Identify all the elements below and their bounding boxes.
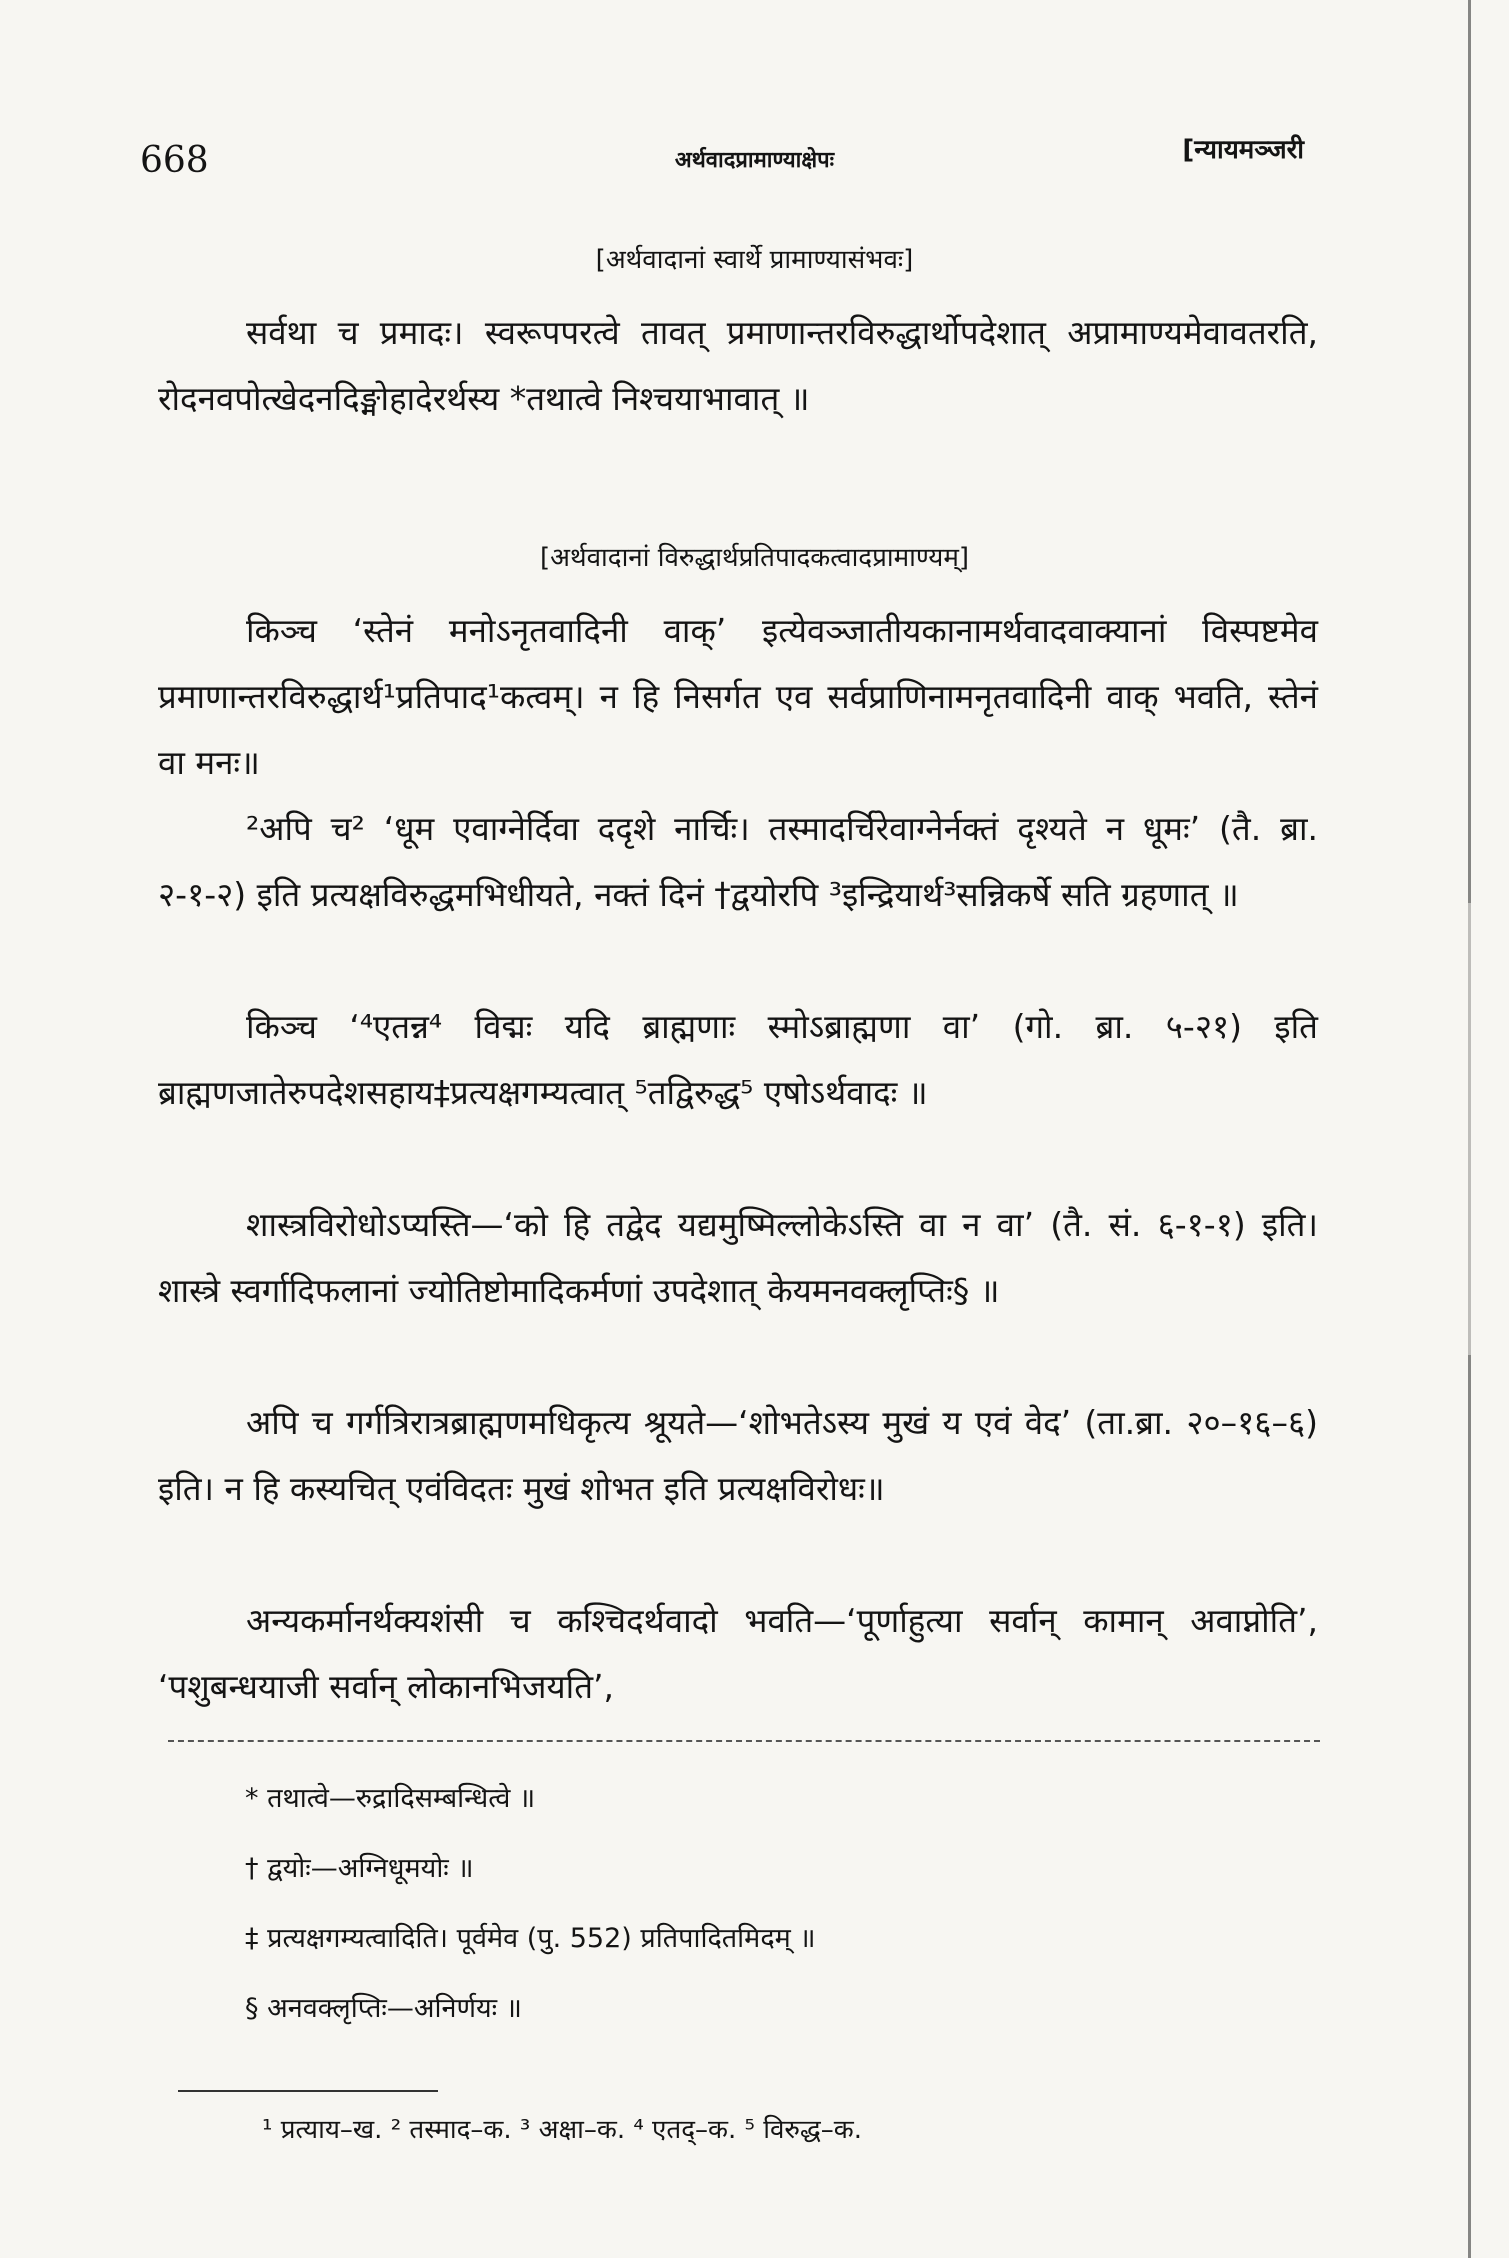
page-header bbox=[0, 130, 1509, 190]
paragraph-1: सर्वथा च प्रमादः। स्वरूपपरत्वे तावत् प्रमाणान्तरविरुद्धार्थोपदेशात् अप्रामाण्यमेवावतरति, रोदनवपोत्खेदनदिङ्मोहादेरर्थस्य *तथात्वे निश्चयाभावात् ॥ bbox=[158, 313, 1318, 418]
book-title: [न्यायमञ्जरी bbox=[1182, 135, 1304, 165]
paragraph-5: शास्त्रविरोधोऽप्यस्ति—‘को हि तद्वेद यद्यमुष्मिल्लोकेऽस्ति वा न वा’ (तै. सं. ६-१-१) इति। शास्त्रे स्वर्गादिफलानां ज्योतिष्टोमादिकर्मणां उपदेशात् केयमनवक्लृप्तिः§ ॥ bbox=[158, 1205, 1318, 1310]
paragraph-4: किञ्च ‘⁴एतन्न⁴ विद्मः यदि ब्राह्मणाः स्मोऽब्राह्मणा वा’ (गो. ब्रा. ५-२१) इति ब्राह्मणजातेरुपदेशसहाय‡प्रत्यक्षगम्यत्वात् ⁵तद्विरुद्ध⁵ एषोऽर्थवादः ॥ bbox=[158, 1007, 1318, 1112]
variant-readings: ¹ प्रत्याय–ख. ² तस्माद–क. ³ अक्षा–क. ⁴ एतद्–क. ⁵ विरुद्ध–क. bbox=[262, 2115, 862, 2145]
variants-divider bbox=[178, 2090, 438, 2092]
running-title: अर्थवादप्रामाण्याक्षेपः bbox=[674, 148, 835, 173]
paragraph-7: अन्यकर्मानर्थक्यशंसी च कश्चिदर्थवादो भवति—‘पूर्णाहुत्या सर्वान् कामान् अवाप्नोति’, ‘पशुबन्धयाजी सर्वान् लोकानभिजयति’, bbox=[158, 1601, 1318, 1706]
scan-edge-line bbox=[1468, 0, 1471, 2258]
paragraph-6: अपि च गर्गत्रिरात्रब्राह्मणमधिकृत्य श्रूयते—‘शोभतेऽस्य मुखं य एवं वेद’ (ता.ब्रा. २०–१६–६) इति। न हि कस्यचित् एवंविदतः मुखं शोभत इति प्रत्यक्षविरोधः॥ bbox=[158, 1403, 1318, 1508]
footnote-divider bbox=[168, 1740, 1320, 1742]
paragraph-3: ²अपि च² ‘धूम एवाग्नेर्दिवा ददृशे नार्चिः। तस्मादर्चिरेवाग्नेर्नक्तं दृश्यते न धूमः’ (तै. ब्रा. २-१-२) इति प्रत्यक्षविरुद्धमभिधीयते, नक्तं दिनं †द्वयोरपि ³इन्द्रियार्थ³सन्निकर्षे सति ग्रहणात् ॥ bbox=[158, 809, 1318, 914]
section-heading-1: [अर्थवादानां स्वार्थे प्रामाण्यासंभवः] bbox=[595, 245, 914, 275]
page-number: 668 bbox=[140, 140, 209, 181]
section-heading-2: [अर्थवादानां विरुद्धार्थप्रतिपादकत्वादप्रामाण्यम्] bbox=[539, 543, 970, 573]
footnote-4: § अनवक्लृप्तिः—अनिर्णयः ॥ bbox=[245, 1993, 522, 2024]
paragraph-2: किञ्च ‘स्तेनं मनोऽनृतवादिनी वाक्’ इत्येवञ्जातीयकानामर्थवादवाक्यानां विस्पष्टमेव प्रमाणान्तरविरुद्धार्थ¹प्रतिपाद¹कत्वम्। न हि निसर्गत एव सर्वप्राणिनामनृतवादिनी वाक् भवति, स्तेनं वा मनः॥ bbox=[158, 611, 1318, 782]
footnote-3: ‡ प्रत्यक्षगम्यत्वादिति। पूर्वमेव (पु. 552) प्रतिपादितमिदम् ॥ bbox=[245, 1923, 816, 1954]
footnote-1: * तथात्वे—रुद्रादिसम्बन्धित्वे ॥ bbox=[245, 1783, 536, 1814]
footnote-2: † द्वयोः—अग्निधूमयोः ॥ bbox=[245, 1853, 474, 1884]
